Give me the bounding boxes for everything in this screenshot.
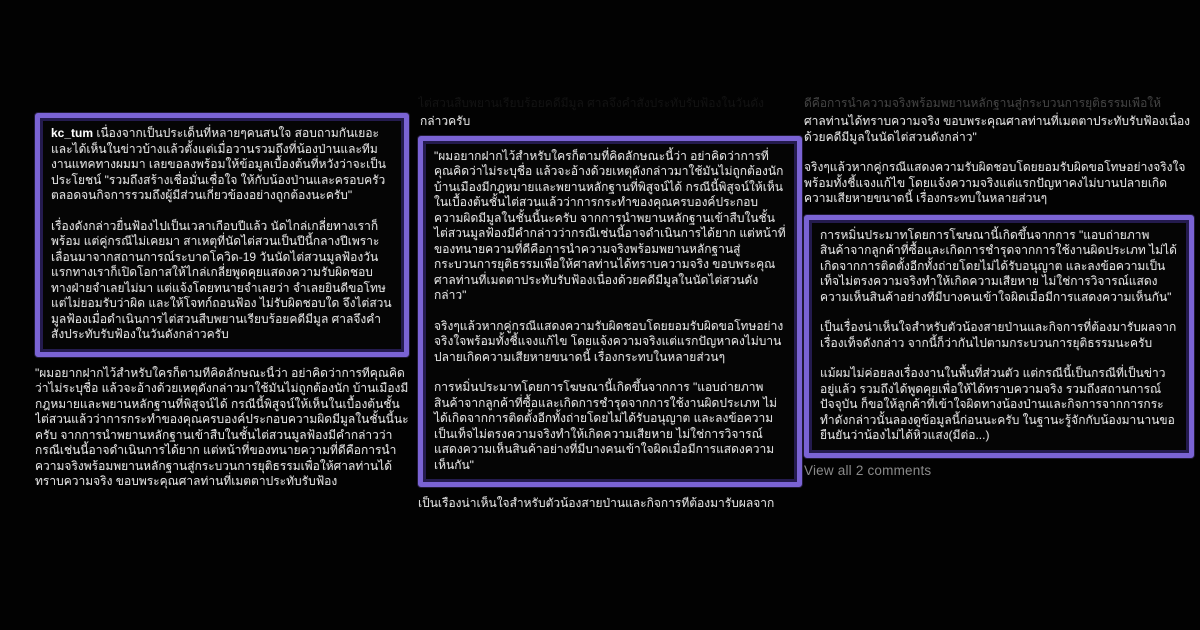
highlight-box-middle [418,136,802,488]
caption-text: เนื่องจากเป็นประเด็นที่หลายๆคนสนใจ สอบถามกันเยอะ และได้เห็นในข่าวบ้างแล้วตั้งแต่เมื่อวานรวมถึงที่น้องป่านและทีมงานแทคทางผมมา เลยขอลงพร้อมให้ข้อมูลเบื้องต้นที่หวังว่าจะเป็นประโยชน์ "รวมถึงสร้างเชื่อมั่นเชื่อใจ ให้กับน้องป่านและครอบครัวตลอดจนกิจการรวมถึงผู้มีส่วนเกี่ยวข้องอย่างถูกต้องนะครับ" [51,126,387,202]
caption-paragraph: เรื่องดังกล่าวยื่นฟ้องไปเป็นเวลาเกือบปีแล้ว นัดไกล่เกลี่ยทางเราก็พร้อม แต่คู่กรณีไม่เคยมา สาเหตุที่นัดไต่สวนเป็นปีนี้กลางปีเพราะเลื่อนมาจากสถานการณ์ระบาดโควิด-19 วันนัดไต่สวนมูลฟ้องวันแรกทางเราก็เปิดโอกาสให้ไกล่เกลี่ยพูดคุยแสดงความรับผิดชอบ ทางฝ่ายจำเลยไม่มา แต่แจ้งโดยทนายจำเลยว่า จำเลยยินดีขอโทษ แต่ไม่ยอมรับว่าผิด และให้โจทก์ถอนฟ้อง ไม่รับผิดชอบใด จึงไต่สวนมูลฟ้องเมื่อดำเนินการไต่สวนสืบพยานเรียบร้อยคดีมีมูล ศาลจึงคำสั่งประทับรับฟ้องในวันดังกล่าวครับ [51,218,392,341]
faded-caption-line: ไต่สวนสืบพยานเรียบร้อยคดีมีมูล ศาลจึงคำสั่งประทับรับฟ้องในวันดัง [418,96,764,110]
caption-paragraph: การหมิ่นประมาทโดยการโฆษณานี้เกิดขึ้นจากการ "แอบถ่ายภาพสินค้าจากลูกค้าที่ซื้อและเกิดการชำรุดจากการใช้งานผิดประเภท ไม่ได้เกิดจากการติดตั้งอีกทั้งถ่ายโดยไม่ได้รับอนุญาต และลงข้อความเป็นเท็จไม่ตรงความจริงทำให้เกิดความเสียหาย ไม่ใช่การวิจารณ์แสดงความเห็นสินค้าอย่างที่มีบางคนเข้าใจผิดเมื่อมีการแสดงความเห็นกัน" [820,227,1177,304]
highlight-box-right [804,215,1194,458]
caption-paragraph: จริงๆแล้วหากคู่กรณีแสดงความรับผิดชอบโดยยอมรับผิดขอโทษอย่างจริงใจพร้อมทั้งชี้แจงแก้ไข โดยแจ้งความจริงแต่แรกปัญหาคงไม่บานปลายเกิดความเสียหายขนาดนี้ เรื่องกระทบในหลายส่วนๆ [434,318,784,364]
caption-screenshot-left [35,113,409,495]
highlight-box-left [35,113,409,357]
caption-paragraph [51,126,393,204]
caption-paragraph: เป็นเรื่องน่าเห็นใจสำหรับตัวน้องสายป่านและกิจการที่ต้องมารับผลจากเรื่องเท็จดังกล่าว จากนี้ก็ว่ากันไปตามกระบวนการยุติธรรมนะครับ [820,320,1177,350]
caption-paragraph: จริงๆแล้วหากคู่กรณีแสดงความรับผิดชอบโดยยอมรับผิดขอโทษอย่างจริงใจพร้อมทั้งชี้แจงแก้ไข โดยแจ้งความจริงแต่แรกปัญหาคงไม่บานปลายเกิดความเสียหายขนาดนี้ เรื่องกระทบในหลายส่วนๆ [804,160,1186,205]
caption-screenshot-middle [418,96,802,510]
username[interactable]: kc_tum [51,126,94,140]
caption-paragraph: ศาลท่านได้ทราบความจริง ขอบพระคุณศาลท่านที่เมตตาประทับรับฟ้องเนื่องด้วยคดีมีมูลในนัดไต่สวนดังกล่าว" [804,114,1191,144]
caption-overflow-line: กล่าวครับ [420,114,471,128]
caption-paragraph: การหมิ่นประมาทโดยการโฆษณานี้เกิดขึ้นจากการ "แอบถ่ายภาพสินค้าจากลูกค้าที่ซื้อและเกิดการชำรุดจากการใช้งานผิดประเภท ไม่ได้เกิดจากการติดตั้งอีกทั้งถ่ายโดยไม่ได้รับอนุญาต และลงข้อความเป็นเท็จไม่ตรงความจริงทำให้เกิดความเสียหาย ไม่ใช่การวิจารณ์แสดงความเห็นสินค้าอย่างที่มีบางคนเข้าใจผิดเมื่อมีการแสดงความเห็นกัน" [434,380,778,472]
caption-paragraph: "ผมอยากฝากไว้สำหรับใครก็ตามที่คิดลักษณะนี้ว่า อย่าคิดว่าการที่คุณคิดว่าไม่ระบุชื่อ แล้วจะอ้างด้วยเหตุดังกล่าวมาใช้มันไม่ถูกต้องนัก บ้านเมืองมีกฎหมายและพยานหลักฐานที่พิสูจน์ได้ กรณีนี้พิสูจน์ให้เห็นในเบื้องต้นชั้นไต่สวนแล้วว่าการกระทำของคุณครบองค์ประกอบความผิดมีมูลในชั้นนี้นะครับ จากการนำพยานหลักฐานเข้าสืบในชั้นไต่สวนมูลฟ้องมีคำกล่าวว่ากรณีเช่นนี้อาจดำเนินการได้ยาก แต่หน้าที่ของทนายความที่ดีคือการนำความจริงพร้อมพยานหลักฐานสู่กระบวนการยุติธรรมเพื่อให้ศาลท่านได้ทราบความจริง ขอบพระคุณศาลท่านที่เมตตาประทับรับฟ้องเนื่องด้วยคดีมีมูลในนัดไต่สวนดังกล่าว" [434,148,786,302]
view-comments-link[interactable]: View all 2 comments [804,462,932,478]
caption-paragraph: แม้ผมไม่ค่อยลงเรื่องงานในพื้นที่ส่วนตัว แต่กรณีนี้เป็นกรณีที่เป็นข่าวอยู่แล้ว รวมถึงได้พูดคุยเพื่อให้ได้ทราบความจริง รวมถึงสถานการณ์ปัจจุบัน ก็ขอให้ลูกค้าที่เข้าใจผิดทางน้องป่านและกิจการจากการกระทำดังกล่าวนั้นลองดูข้อมูลนี้ก่อนนะครับ ในฐานะรู้จักกับน้องมานานขอยืนยันว่าน้องไม่ได้หิวแสง(มีต่อ...) [820,366,1175,442]
caption-paragraph: "ผมอยากฝากไว้สำหรับใครก็ตามที่คิดลักษณะนี้ว่า อย่าคิดว่าการที่คุณคิดว่าไม่ระบุชื่อ แล้วจะอ้างด้วยเหตุดังกล่าวมาใช้มันไม่ถูกต้องนัก บ้านเมืองมีกฎหมายและพยานหลักฐานที่พิสูจน์ได้ กรณีนี้พิสูจน์ให้เห็นในเบื้องต้นชั้นไต่สวนแล้วว่าการกระทำของคุณครบองค์ประกอบความผิดมีมูลในชั้นนี้นะครับ จากการนำพยานหลักฐานเข้าสืบในชั้นไต่สวนมูลฟ้องมีคำกล่าวว่ากรณีเช่นนี้อาจดำเนินการได้ยาก แต่หน้าที่ของทนายความที่ดีคือการนำความจริงพร้อมพยานหลักฐานสู่กระบวนการยุติธรรมเพื่อให้ศาลท่านได้ทราบความจริง ขอบพระคุณศาลท่านที่เมตตาประทับรับฟ้อง [35,365,409,488]
caption-screenshot-right [804,96,1194,496]
faded-caption-line: ดีคือการนำความจริงพร้อมพยานหลักฐานสู่กระบวนการยุติธรรมเพื่อให้ [804,96,1162,110]
caption-paragraph: เป็นเรื่องน่าเห็นใจสำหรับตัวน้องสายป่านและกิจการที่ต้องมารับผลจาก [418,496,775,510]
